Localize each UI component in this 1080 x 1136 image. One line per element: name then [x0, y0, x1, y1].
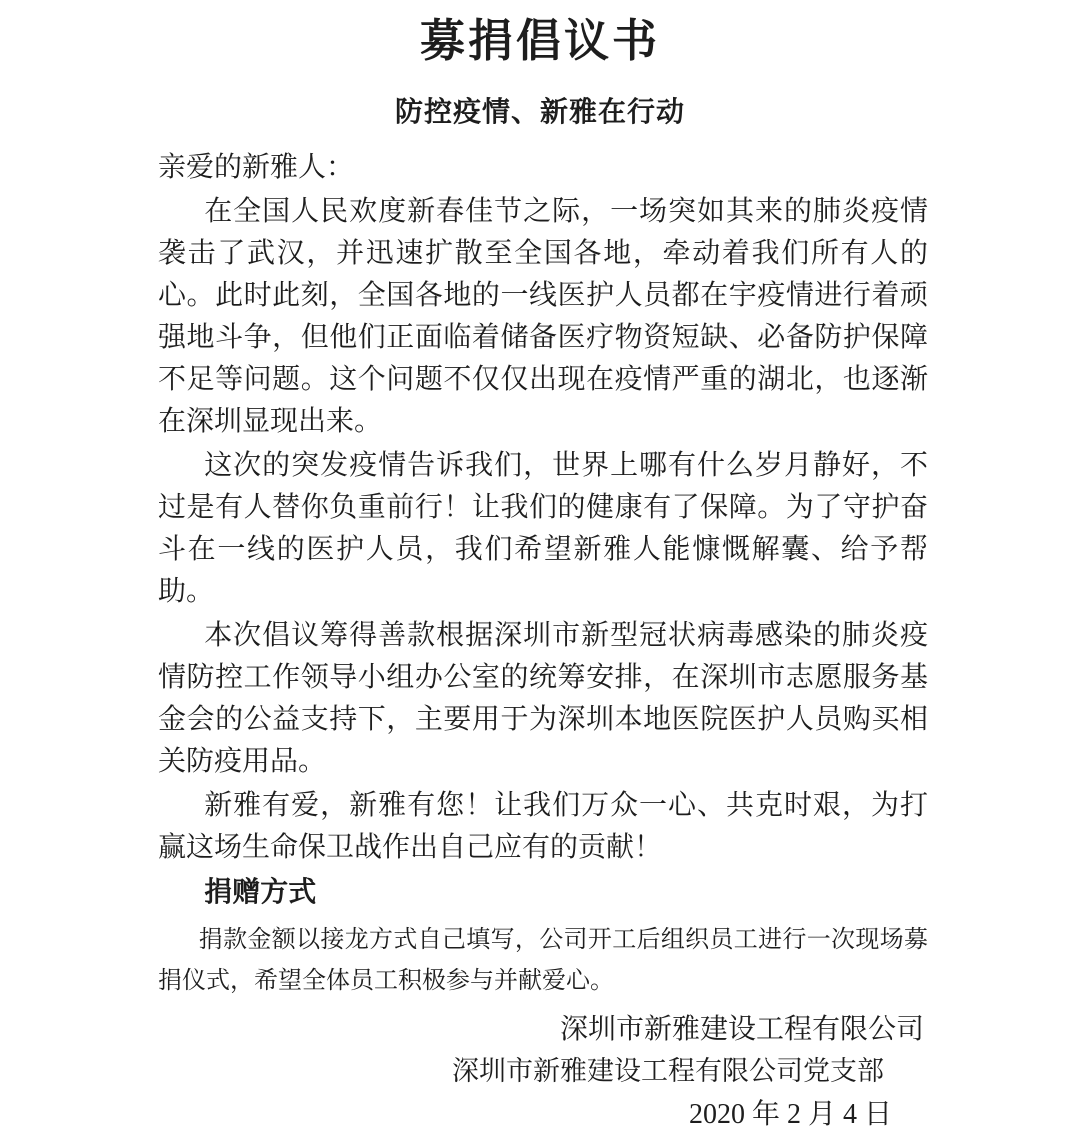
donation-method-heading: 捐赠方式 [204, 875, 317, 907]
document-body [158, 146, 928, 1136]
body-paragraph-1: 在全国人民欢度新春佳节之际，一场突如其来的肺炎疫情袭击了武汉，并迅速扩散至全国各地，牵动着我们所有人的心。此时此刻，全国各地的一线医护人员都在宇疫情进行着顽强地斗争，但他们正面临着储备医疗物资短缺、必备防护保障不足等问题。这个问题不仅仅出现在疫情严重的湖北，也逐渐在深圳显现出来。 [158, 194, 928, 436]
signature-company: 深圳市新雅建设工程有限公司 [559, 1012, 924, 1044]
signature-date: 2020 年 2 月 4 日 [688, 1098, 892, 1130]
body-paragraph-4: 新雅有爱，新雅有您！让我们万众一心、共克时艰，为打赢这场生命保卫战作出自己应有的贡献！ [158, 788, 928, 862]
body-paragraph-3: 本次倡议筹得善款根据深圳市新型冠状病毒感染的肺炎疫情防控工作领导小组办公室的统筹安排，在深圳市志愿服务基金会的公益支持下，主要用于为深圳本地医院医护人员购买相关防疫用品。 [158, 618, 928, 776]
document-title: 募捐倡议书 [419, 15, 660, 66]
signature-block [158, 1007, 928, 1136]
donation-method-paragraph: 捐款金额以接龙方式自己填写，公司开工后组织员工进行一次现场募捐仪式，希望全体员工积极参与并献爱心。 [158, 925, 928, 994]
salutation-line: 亲爱的新雅人： [158, 150, 355, 182]
signature-party-branch: 深圳市新雅建设工程有限公司党支部 [452, 1055, 884, 1086]
body-paragraph-2: 这次的突发疫情告诉我们，世界上哪有什么岁月静好，不过是有人替你负重前行！让我们的健康有了保障。为了守护奋斗在一线的医护人员，我们希望新雅人能慷慨解囊、给予帮助。 [158, 448, 928, 606]
document-subtitle: 防控疫情、新雅在行动 [394, 95, 685, 127]
